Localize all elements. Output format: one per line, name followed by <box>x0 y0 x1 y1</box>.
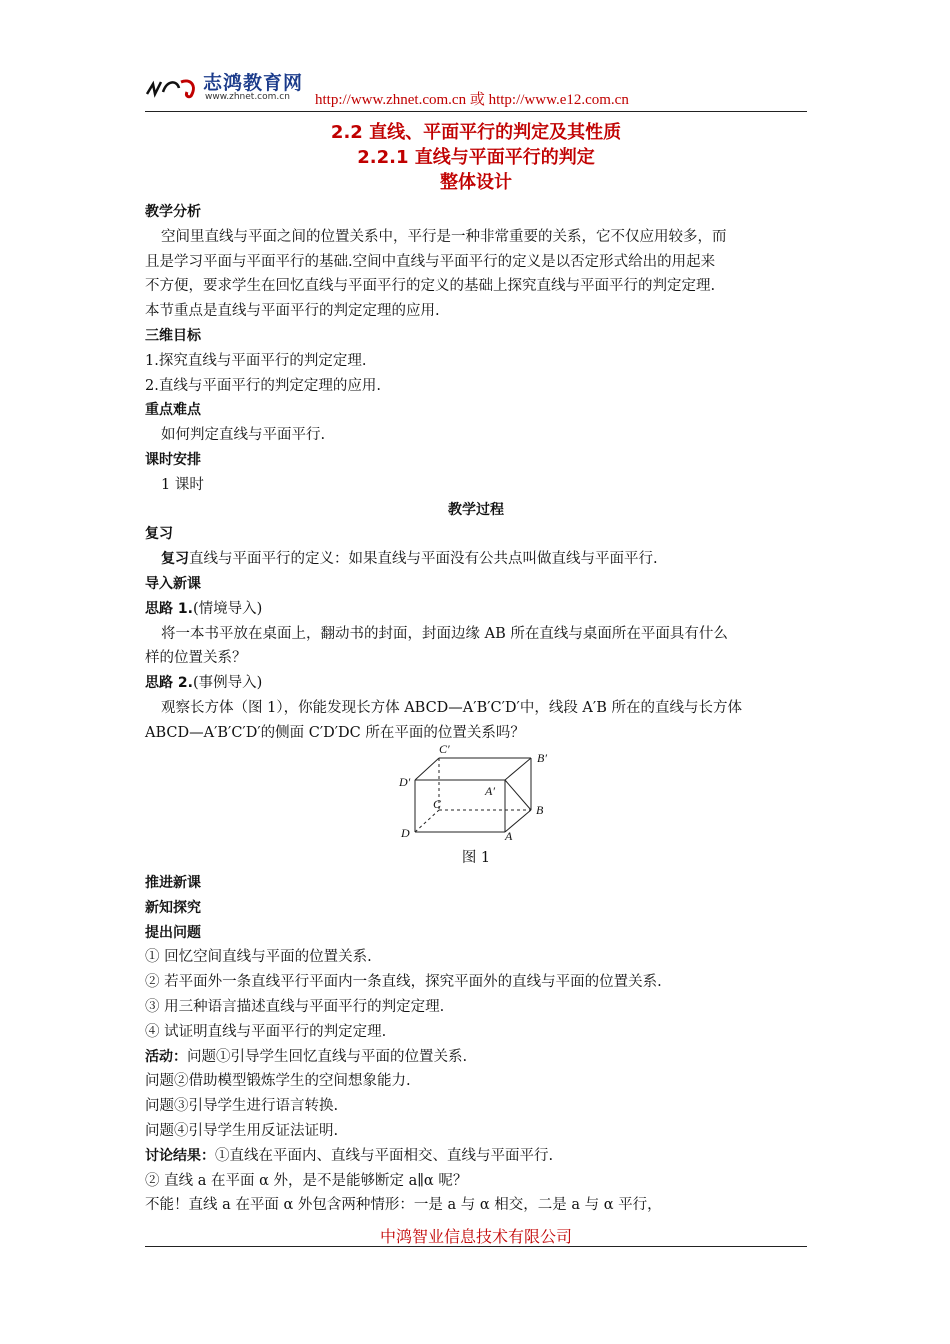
heading-goals: 三维目标 <box>145 327 201 344</box>
paragraph-line: 空间里直线与平面之间的位置关系中，平行是一种非常重要的关系，它不仅应用较多，而 <box>161 228 727 245</box>
paragraph-line: 且是学习平面与平面平行的基础.空间中直线与平面平行的定义是以否定形式给出的用起来 <box>145 253 716 270</box>
result-line <box>145 1144 807 1169</box>
idea1-heading <box>145 597 807 622</box>
review-label: 复习 <box>161 551 189 568</box>
goal-item: 1.探究直线与平面平行的判定定理. <box>145 352 367 369</box>
label-C1: C′ <box>439 742 450 756</box>
logo-text: 志鸿教育网 <box>203 72 304 94</box>
label-D1: D′ <box>399 775 411 789</box>
section-title: 2.2 直线、平面平行的判定及其性质 <box>330 122 622 143</box>
heading-process: 教学过程 <box>448 501 504 518</box>
idea1-label: (情境导入) <box>192 600 263 617</box>
main-content <box>145 200 807 746</box>
cuboid-figure <box>395 740 565 845</box>
schedule-text: 1 课时 <box>161 476 204 493</box>
question-item: ④ 试证明直线与平面平行的判定定理. <box>145 1023 387 1040</box>
goal-item: 2.直线与平面平行的判定定理的应用. <box>145 377 381 394</box>
header-links[interactable]: http://www.zhnet.com.cn 或 http://www.e12.com.cn <box>315 92 629 108</box>
key-point-text: 如何判定直线与平面平行. <box>161 427 326 444</box>
heading-advance: 推进新课 <box>145 875 201 891</box>
idea2-label: (事例导入) <box>192 675 263 692</box>
logo-url: www.zhnet.com.cn <box>205 92 290 102</box>
idea1-label-bold: 思路 1. <box>145 600 193 617</box>
footer-divider <box>145 1246 807 1247</box>
label-D: D <box>401 826 410 840</box>
activity-line <box>145 1045 807 1070</box>
title-block <box>145 120 807 195</box>
label-A1: A′ <box>485 784 495 798</box>
question-item: ② 若平面外一条直线平行平面内一条直线，探究平面外的直线与平面的位置关系. <box>145 974 662 991</box>
paragraph-line: 将一本书平放在桌面上，翻动书的封面，封面边缘 AB 所在直线与桌面所在平面具有什么 <box>161 625 728 642</box>
header-divider <box>145 111 807 112</box>
idea2-heading <box>145 671 807 696</box>
segment-A1B <box>505 780 531 810</box>
activity-line: 问题③引导学生进行语言转换. <box>145 1098 339 1115</box>
heading-schedule: 课时安排 <box>145 451 201 468</box>
heading-key-points: 重点难点 <box>145 402 201 419</box>
question-item: ③ 用三种语言描述直线与平面平行的判定定理. <box>145 998 445 1015</box>
result-line: 不能！直线 a 在平面 α 外包含两种情形：一是 a 与 α 相交，二是 a 与 α 平行， <box>145 1197 662 1214</box>
figure-caption: 图 1 <box>461 850 491 866</box>
paragraph-line: 不方便，要求学生在回忆直线与平面平行的定义的基础上探究直线与平面平行的判定定理. <box>145 278 716 295</box>
result-line: ② 直线 a 在平面 α 外，是不是能够断定 a∥α 呢？ <box>145 1172 468 1189</box>
label-C: C <box>433 797 442 811</box>
activity-line: 问题②借助模型锻炼学生的空间想象能力. <box>145 1073 411 1090</box>
heading-review: 复习 <box>145 526 173 543</box>
heading-analysis: 教学分析 <box>145 204 201 220</box>
paragraph-line: 样的位置关系？ <box>145 650 247 667</box>
paragraph-line: ABCD—A′B′C′D′的侧面 C′D′DC 所在平面的位置关系吗？ <box>145 724 525 741</box>
heading-questions: 提出问题 <box>145 924 201 941</box>
review-text: 直线与平面平行的定义：如果直线与平面没有公共点叫做直线与平面平行. <box>189 551 658 568</box>
idea2-label-bold: 思路 2. <box>145 675 193 692</box>
page-header <box>145 66 807 110</box>
review-paragraph <box>145 547 807 572</box>
question-item: ① 回忆空间直线与平面的位置关系. <box>145 949 372 966</box>
logo-icon <box>145 72 201 102</box>
subsection-title: 2.2.1 直线与平面平行的判定 <box>357 147 595 168</box>
edge-A1B1 <box>505 758 531 780</box>
activity-line: 问题④引导学生用反证法证明. <box>145 1122 339 1139</box>
heading-intro: 导入新课 <box>145 575 201 592</box>
activity-label: 活动： <box>145 1048 187 1065</box>
activity-text: 问题①引导学生回忆直线与平面的位置关系. <box>187 1048 468 1065</box>
result-text: ①直线在平面内、直线与平面相交、直线与平面平行. <box>215 1147 554 1164</box>
paragraph-line: 观察长方体（图 1），你能发现长方体 ABCD—A′B′C′D′中，线段 A′B 所在的直线与长方体 <box>161 699 742 716</box>
main-content-continued <box>145 871 807 1218</box>
label-B1: B′ <box>537 751 547 765</box>
design-title: 整体设计 <box>440 172 512 193</box>
label-B: B <box>536 803 544 817</box>
result-label: 讨论结果： <box>145 1147 215 1164</box>
edge-D1C1 <box>415 758 439 780</box>
paragraph-line: 本节重点是直线与平面平行的判定定理的应用. <box>145 303 440 320</box>
footer-company: 中鸿智业信息技术有限公司 <box>379 1227 572 1246</box>
heading-explore: 新知探究 <box>145 899 201 916</box>
edge-DC <box>415 810 439 832</box>
label-A: A <box>505 829 513 843</box>
